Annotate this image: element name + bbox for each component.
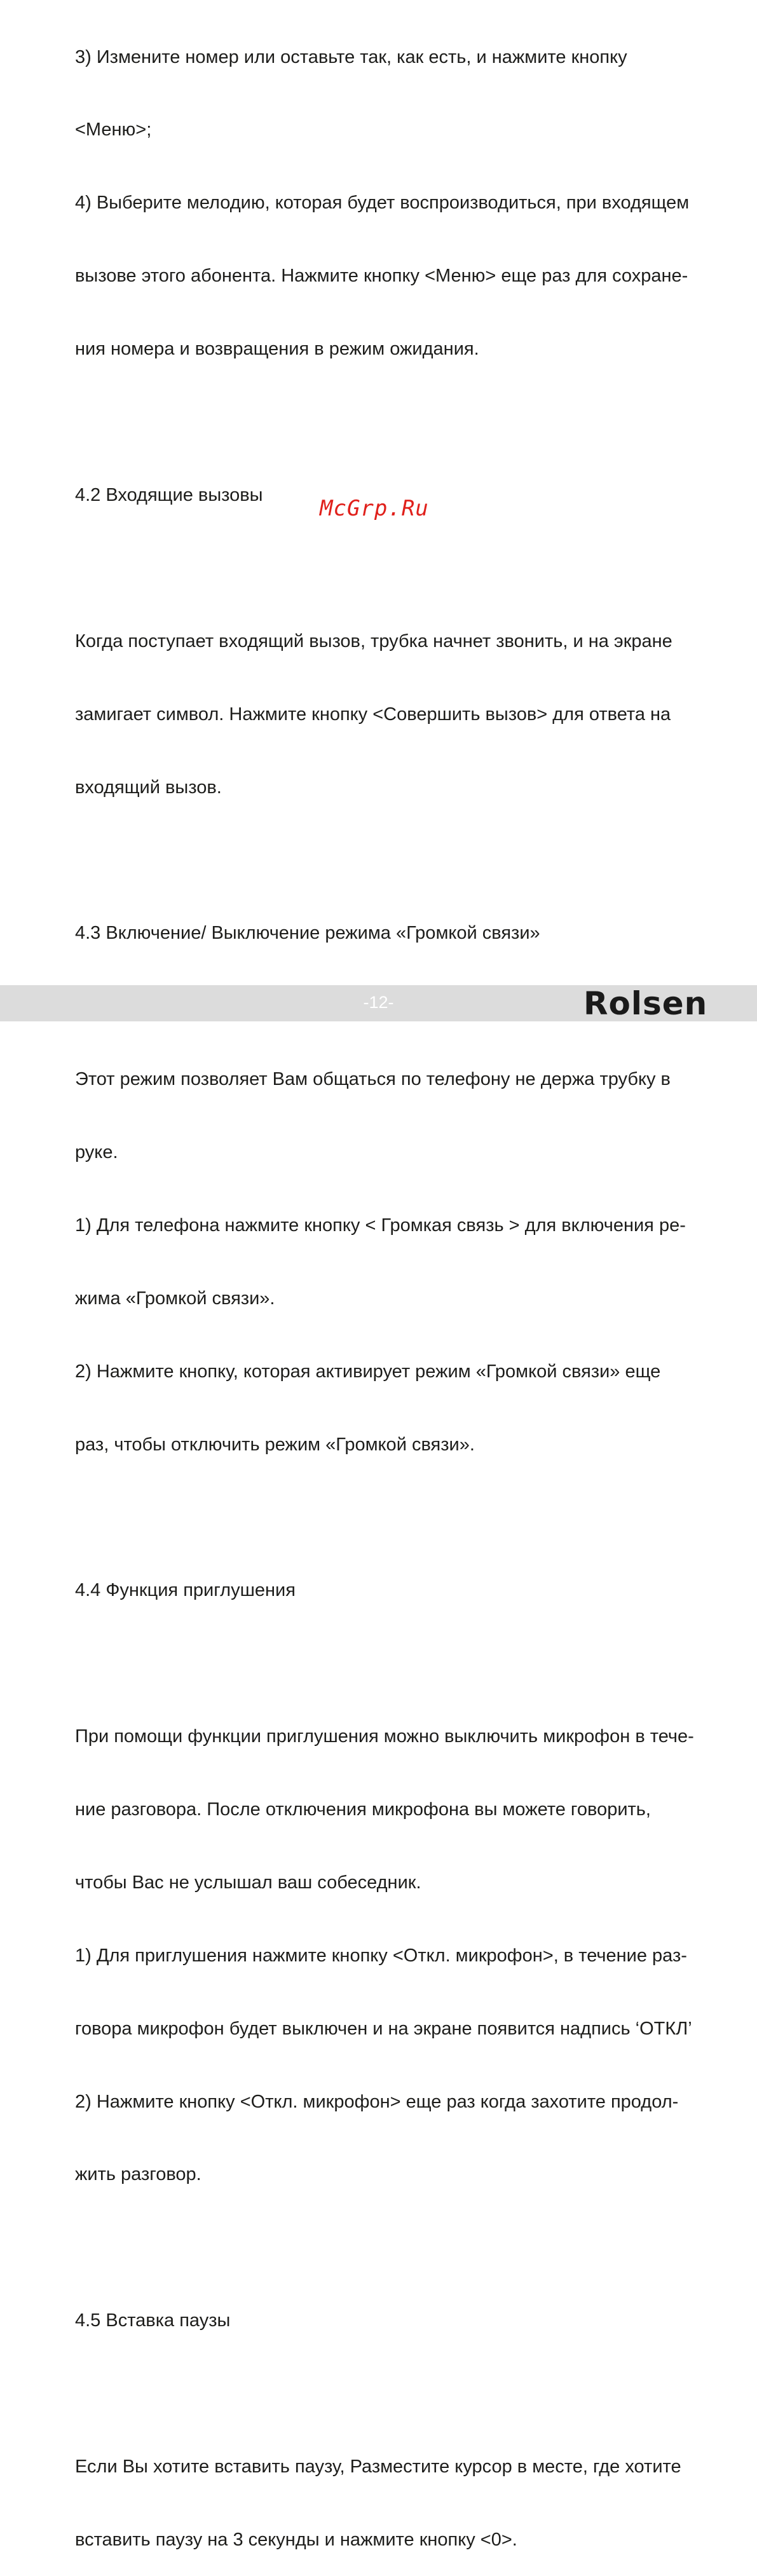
watermark: McGrp.Ru: [320, 496, 429, 521]
section-heading-4-4: 4.4 Функция приглушения: [75, 1580, 296, 1601]
text-line: Когда поступает входящий вызов, трубка начнет звонить, и на экране: [75, 630, 672, 651]
text-line: 4) Выберите мелодию, которая будет воспроизводиться, при входящем: [75, 193, 690, 214]
text-line: вставить паузу на 3 секунды и нажмите кнопку <0>.: [75, 2529, 517, 2550]
text-line: говора микрофон будет выключен и на экране появится надпись ‘ОТКЛ’: [75, 2018, 692, 2039]
text-line: жить разговор.: [75, 2164, 201, 2185]
text-line: 1) Для телефона нажмите кнопку < Громкая связь > для включения ре-: [75, 1215, 686, 1236]
text-line: входящий вызов.: [75, 777, 222, 798]
brand-logo: Rolsen: [583, 985, 708, 1022]
section-heading-4-3: 4.3 Включение/ Выключение режима «Громкой связи»: [75, 923, 540, 944]
text-line: При помощи функции приглушения можно выключить микрофон в тече-: [75, 1726, 694, 1747]
text-line: Этот режим позволяет Вам общаться по телефону не держа трубку в: [75, 1069, 671, 1090]
text-line: ния номера и возвращения в режим ожидания.: [75, 339, 479, 360]
text-line: Если Вы хотите вставить паузу, Разместите курсор в месте, где хотите: [75, 2456, 681, 2477]
text-line: 2) Нажмите кнопку <Откл. микрофон> еще раз когда захотите продол-: [75, 2091, 679, 2112]
text-line: руке.: [75, 1141, 118, 1162]
text-line: чтобы Вас не услышал ваш собеседник.: [75, 1872, 421, 1893]
section-heading-4-5: 4.5 Вставка паузы: [75, 2310, 231, 2331]
text-line: раз, чтобы отключить режим «Громкой связи».: [75, 1434, 475, 1455]
text-line: ние разговора. После отключения микрофона вы можете говорить,: [75, 1799, 651, 1820]
text-line: вызове этого абонента. Нажмите кнопку <Меню> еще раз для сохране-: [75, 266, 688, 287]
text-line: 1) Для приглушения нажмите кнопку <Откл. микрофон>, в течение раз-: [75, 1945, 687, 1966]
page-number: -12-: [363, 993, 394, 1012]
manual-page-body: [75, 0, 755, 2576]
text-line: 3) Измените номер или оставьте так, как есть, и нажмите кнопку: [75, 46, 627, 67]
section-heading-4-2: 4.2 Входящие вызовы: [75, 484, 263, 505]
text-line: жима «Громкой связи».: [75, 1288, 275, 1309]
text-line: <Меню>;: [75, 119, 152, 140]
text-line: замигает символ. Нажмите кнопку <Совершить вызов> для ответа на: [75, 704, 671, 725]
page-footer: [0, 985, 757, 1021]
text-line: 2) Нажмите кнопку, которая активирует режим «Громкой связи» еще: [75, 1361, 661, 1382]
